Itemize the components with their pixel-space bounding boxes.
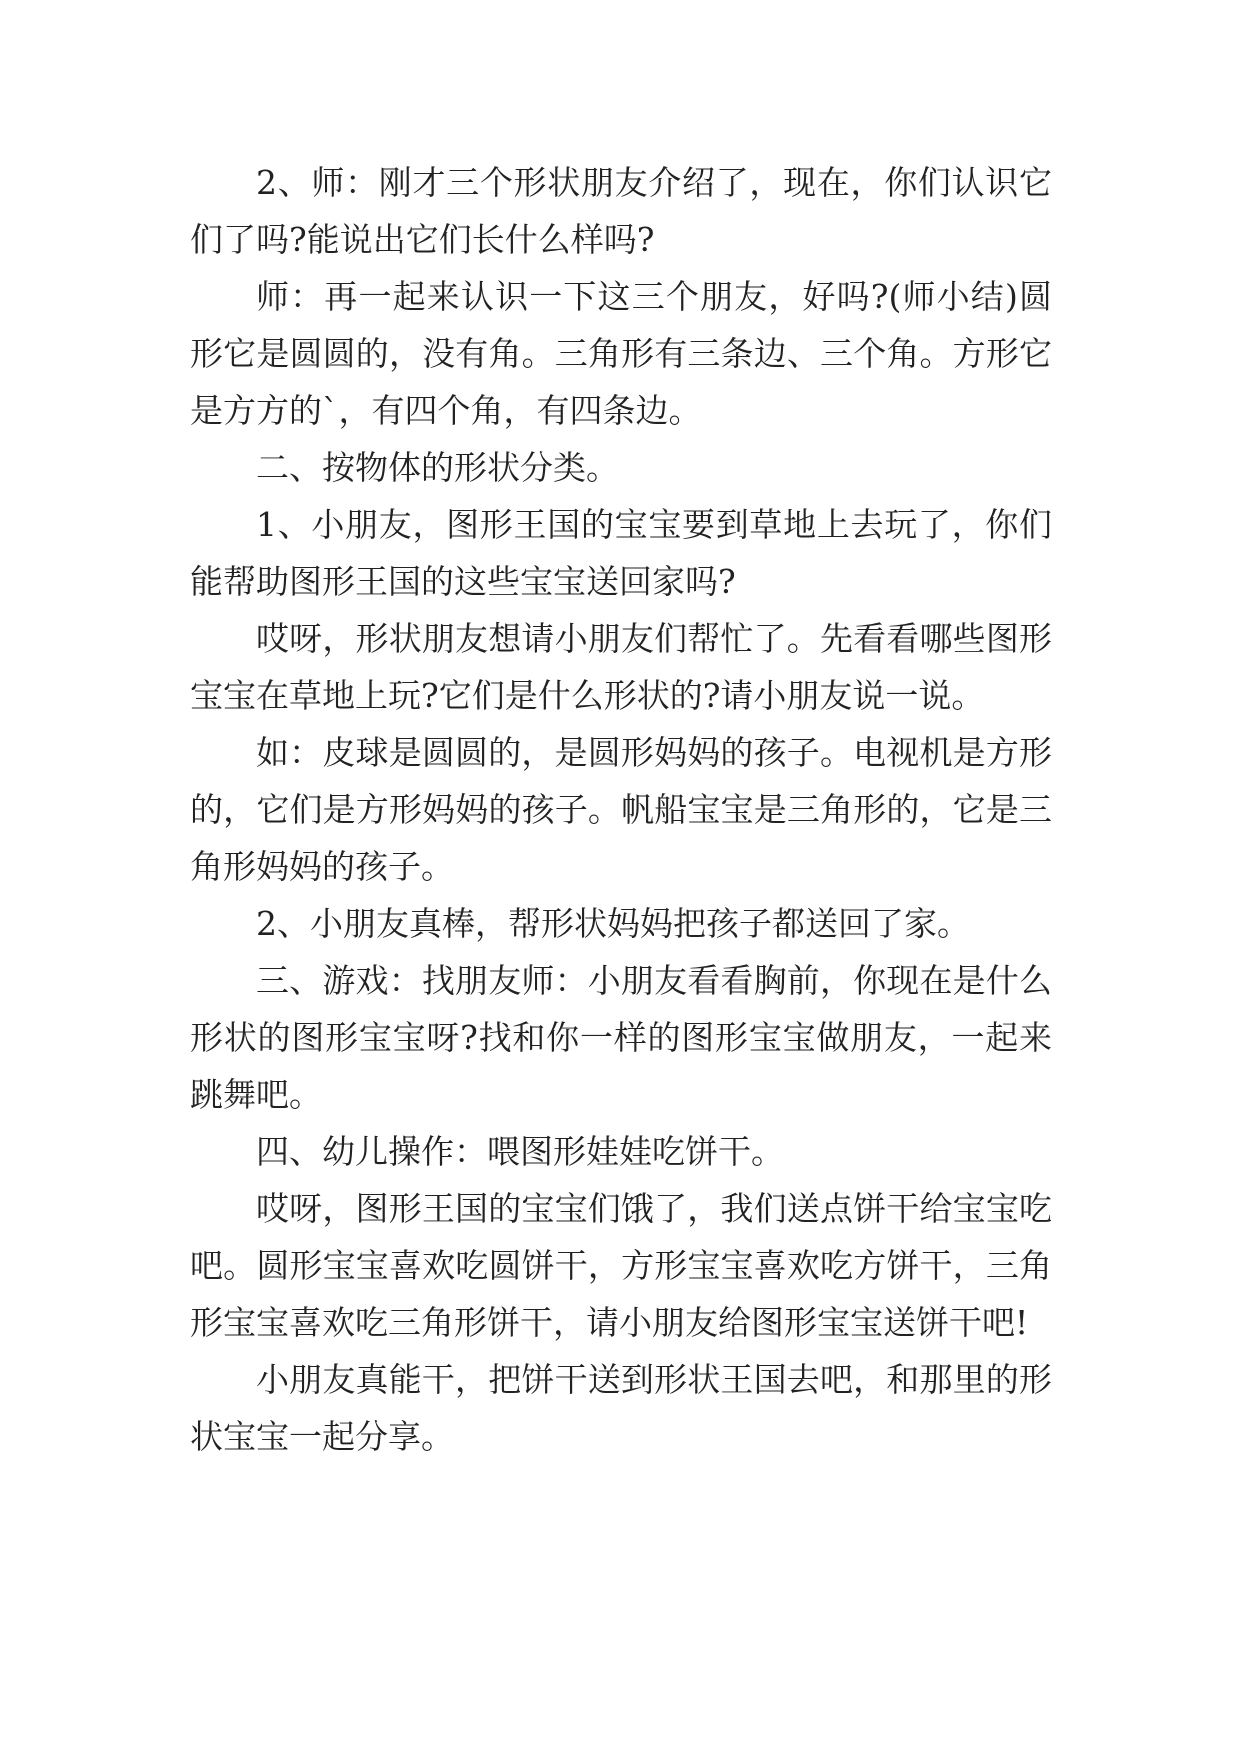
- paragraph-8: 三、游戏：找朋友师：小朋友看看胸前，你现在是什么形状的图形宝宝呀?找和你一样的图形宝宝做朋友，一起来跳舞吧。: [190, 961, 1052, 1114]
- paragraph-11: 小朋友真能干，把饼干送到形状王国去吧，和那里的形状宝宝一起分享。: [190, 1360, 1052, 1456]
- paragraph-5: 哎呀，形状朋友想请小朋友们帮忙了。先看看哪些图形宝宝在草地上玩?它们是什么形状的?请小朋友说一说。: [190, 619, 1052, 715]
- paragraph-4: 1、小朋友，图形王国的宝宝要到草地上去玩了，你们能帮助图形王国的这些宝宝送回家吗?: [190, 505, 1052, 601]
- paragraph-10: 哎呀，图形王国的宝宝们饿了，我们送点饼干给宝宝吃吧。圆形宝宝喜欢吃圆饼干，方形宝宝喜欢吃方饼干，三角形宝宝喜欢吃三角形饼干，请小朋友给图形宝宝送饼干吧!: [190, 1189, 1052, 1342]
- paragraph-3: 二、按物体的形状分类。: [256, 448, 619, 487]
- paragraph-6: 如：皮球是圆圆的，是圆形妈妈的孩子。电视机是方形的，它们是方形妈妈的孩子。帆船宝宝是三角形的，它是三角形妈妈的孩子。: [190, 733, 1052, 886]
- paragraph-9: 四、幼儿操作：喂图形娃娃吃饼干。: [256, 1132, 784, 1171]
- paragraph-1: 2、师：刚才三个形状朋友介绍了，现在，你们认识它们了吗?能说出它们长什么样吗?: [190, 163, 1052, 259]
- paragraph-7: 2、小朋友真棒，帮形状妈妈把孩子都送回了家。: [256, 904, 970, 943]
- paragraph-2: 师：再一起来认识一下这三个朋友，好吗?(师小结)圆形它是圆圆的，没有角。三角形有三条边、三个角。方形它是方方的`，有四个角，有四条边。: [190, 277, 1052, 430]
- document-body: [190, 154, 1052, 1465]
